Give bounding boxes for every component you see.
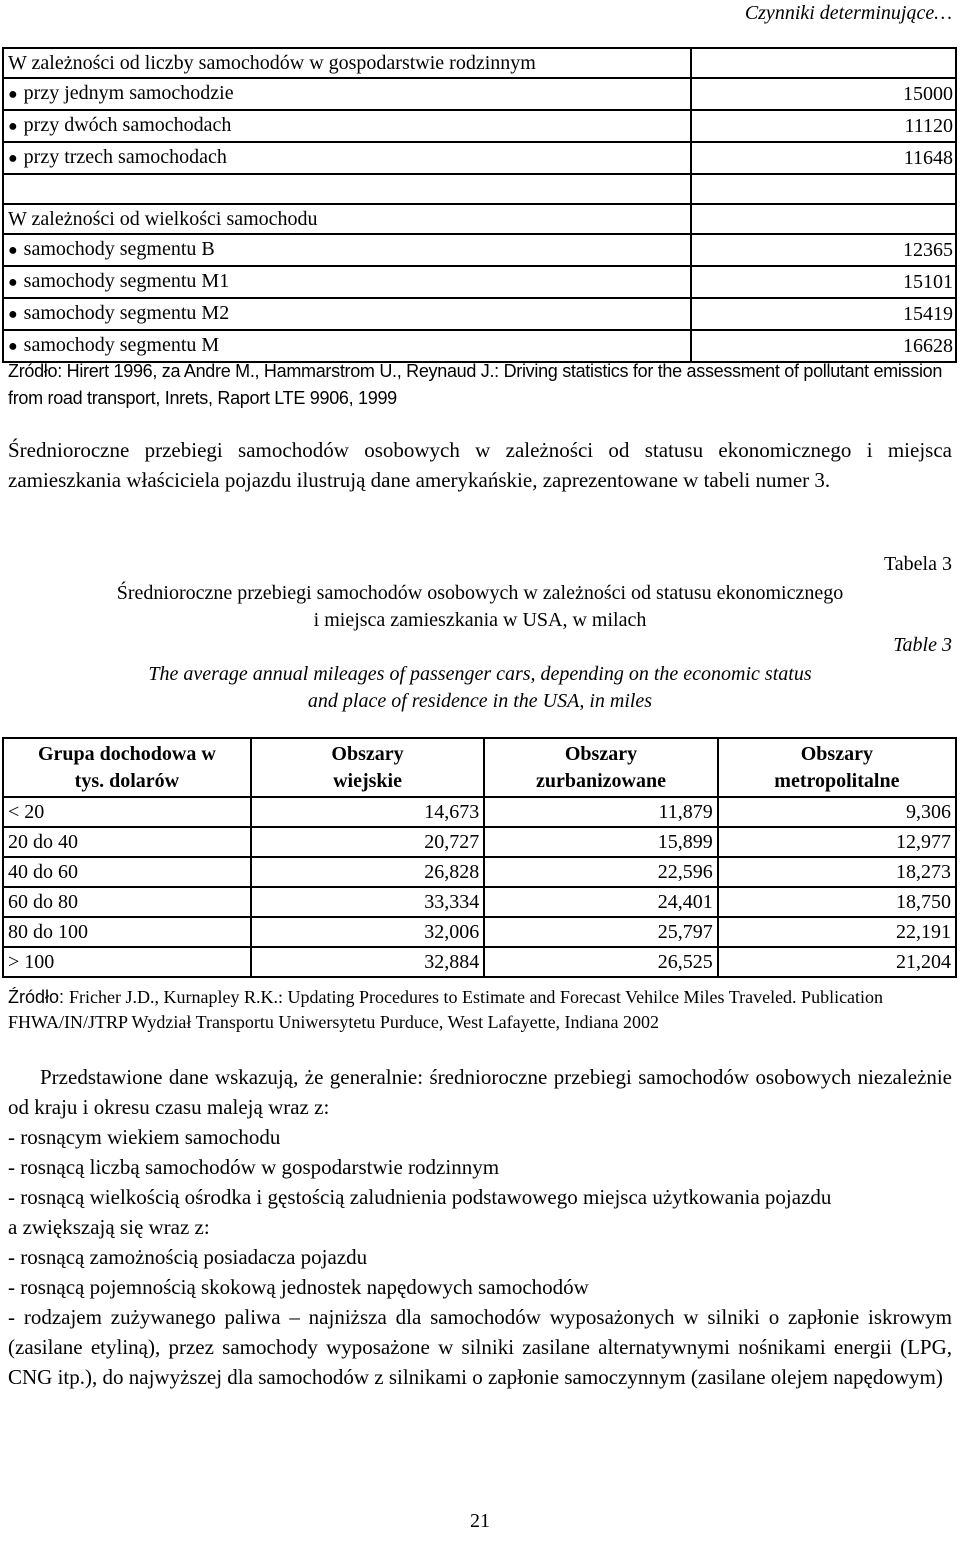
table-row <box>3 48 956 78</box>
table-row <box>3 298 956 330</box>
table-title-en-line2: and place of residence in the USA, in miles <box>307 690 653 712</box>
table-title-en-line1: The average annual mileages of passenger cars, depending on the economic status <box>148 663 812 685</box>
row-label: samochody segmentu B <box>23 238 215 260</box>
income-group: > 100 <box>3 947 251 977</box>
row-label: samochody segmentu M2 <box>23 302 230 324</box>
metro-value: 21,204 <box>718 947 956 977</box>
rural-value: 33,334 <box>251 887 484 917</box>
bullet-icon: ● <box>8 338 18 355</box>
row-value: 15419 <box>691 298 956 330</box>
column-header: Obszary wiejskie <box>251 738 484 797</box>
income-group: 80 do 100 <box>3 917 251 947</box>
row-value: 11120 <box>691 110 956 142</box>
table-label-pl: Tabela 3 <box>883 553 952 575</box>
list-item: - rosnącą pojemnością skokową jednostek napędowych samochodów <box>8 1275 589 1299</box>
urban-value: 22,596 <box>484 857 717 887</box>
income-group: 20 do 40 <box>3 827 251 857</box>
rural-value: 32,884 <box>251 947 484 977</box>
metro-value: 12,977 <box>718 827 956 857</box>
bullet-icon: ● <box>8 274 18 291</box>
metro-value: 18,273 <box>718 857 956 887</box>
rural-value: 14,673 <box>251 797 484 827</box>
row-value: 15101 <box>691 266 956 298</box>
table-row <box>3 917 956 947</box>
row-value: 16628 <box>691 330 956 362</box>
urban-value: 11,879 <box>484 797 717 827</box>
metro-value: 18,750 <box>718 887 956 917</box>
income-group: 40 do 60 <box>3 857 251 887</box>
running-header: Czynniki determinujące… <box>744 2 952 24</box>
bullet-icon: ● <box>8 86 18 103</box>
table-row <box>3 204 956 234</box>
column-header: Grupa dochodowa w tys. dolarów <box>3 738 251 797</box>
row-label: przy dwóch samochodach <box>23 114 232 136</box>
column-header: Obszary zurbanizowane <box>484 738 717 797</box>
source-note-2: Źródło: Fricher J.D., Kurnapley R.K.: Updating Procedures to Estimate and Forecast Vehilce Miles Traveled. Publication FHWA/IN/JTRP Wydział Transportu Uniwersytetu Purduce, West Lafayette, Indiana 2002 <box>8 987 884 1032</box>
metro-value: 22,191 <box>718 917 956 947</box>
table-title-pl-line2: i miejsca zamieszkania w USA, w milach <box>313 609 647 631</box>
list-item: - rosnącą zamożnością posiadacza pojazdu <box>8 1245 368 1269</box>
table-label-en: Table 3 <box>893 634 952 656</box>
column-header: Obszary metropolitalne <box>718 738 956 797</box>
bullet-icon: ● <box>8 306 18 323</box>
table-row <box>3 947 956 977</box>
table-title-en <box>0 661 960 715</box>
list-item: - rosnącą liczbą samochodów w gospodarstwie rodzinnym <box>8 1155 500 1179</box>
table-row <box>3 887 956 917</box>
table-mileage-by-factor <box>2 47 957 363</box>
urban-value: 25,797 <box>484 917 717 947</box>
row-value: 15000 <box>691 78 956 110</box>
table-row-spacer <box>3 174 956 204</box>
table-row <box>3 266 956 298</box>
rural-value: 26,828 <box>251 857 484 887</box>
metro-value: 9,306 <box>718 797 956 827</box>
row-label: przy jednym samochodzie <box>23 82 234 104</box>
list-item: - rosnącym wiekiem samochodu <box>8 1125 281 1149</box>
income-group: < 20 <box>3 797 251 827</box>
source-note-1: Źródło: Hirert 1996, za Andre M., Hammarstrom U., Reynaud J.: Driving statistics for the assessment of pollutant emission from road transport, Inrets, Raport LTE 9906, 1999 <box>8 361 943 408</box>
table-mileage-by-income <box>2 737 957 978</box>
page-number: 21 <box>470 1510 490 1532</box>
income-group: 60 do 80 <box>3 887 251 917</box>
table-row <box>3 797 956 827</box>
urban-value: 26,525 <box>484 947 717 977</box>
paragraph-conclusions <box>8 1062 952 1392</box>
table-title-pl <box>0 580 960 634</box>
row-value: 11648 <box>691 142 956 174</box>
list-item: - rodzajem zużywanego paliwa – najniższa dla samochodów wyposażonych w silniki o zapłonie iskrowym (zasilane etyliną), przez samochody wyposażone w silniki zasilane alternatywnymi nośnikami energii (LPG, CNG itp.), do najwyższej dla samochodów z silnikami o zapłonie samoczynnym (zasilane olejem napędowym) <box>8 1305 952 1389</box>
row-value: 12365 <box>691 234 956 266</box>
bullet-icon: ● <box>8 150 18 167</box>
group-heading: W zależności od wielkości samochodu <box>3 204 691 234</box>
table-row <box>3 78 956 110</box>
urban-value: 15,899 <box>484 827 717 857</box>
row-label: samochody segmentu M <box>23 334 220 356</box>
row-label: przy trzech samochodach <box>23 146 227 168</box>
table-row <box>3 234 956 266</box>
bullet-icon: ● <box>8 242 18 259</box>
urban-value: 24,401 <box>484 887 717 917</box>
conclusion-intro: Przedstawione dane wskazują, że generalnie: średnioroczne przebiegi samochodów osobowych niezależnie od kraju i okresu czasu maleją wraz z: <box>8 1065 952 1119</box>
rural-value: 32,006 <box>251 917 484 947</box>
table-header-row <box>3 738 956 797</box>
table-row <box>3 110 956 142</box>
table-row <box>3 857 956 887</box>
row-label: samochody segmentu M1 <box>23 270 230 292</box>
bullet-icon: ● <box>8 118 18 135</box>
increase-intro: a zwiększają się wraz z: <box>8 1215 210 1239</box>
table-title-pl-line1: Średnioroczne przebiegi samochodów osobowych w zależności od statusu ekonomicznego <box>116 582 844 604</box>
rural-value: 20,727 <box>251 827 484 857</box>
table-row <box>3 827 956 857</box>
list-item: - rosnącą wielkością ośrodka i gęstością zaludnienia podstawowego miejsca użytkowania pojazdu <box>8 1185 832 1209</box>
paragraph-intro-table3: Średnioroczne przebiegi samochodów osobowych w zależności od statusu ekonomicznego i miejsca zamieszkania właściciela pojazdu ilustrują dane amerykańskie, zaprezentowane w tabeli numer 3. <box>8 438 952 492</box>
table-row <box>3 142 956 174</box>
group-heading: W zależności od liczby samochodów w gospodarstwie rodzinnym <box>3 48 691 78</box>
